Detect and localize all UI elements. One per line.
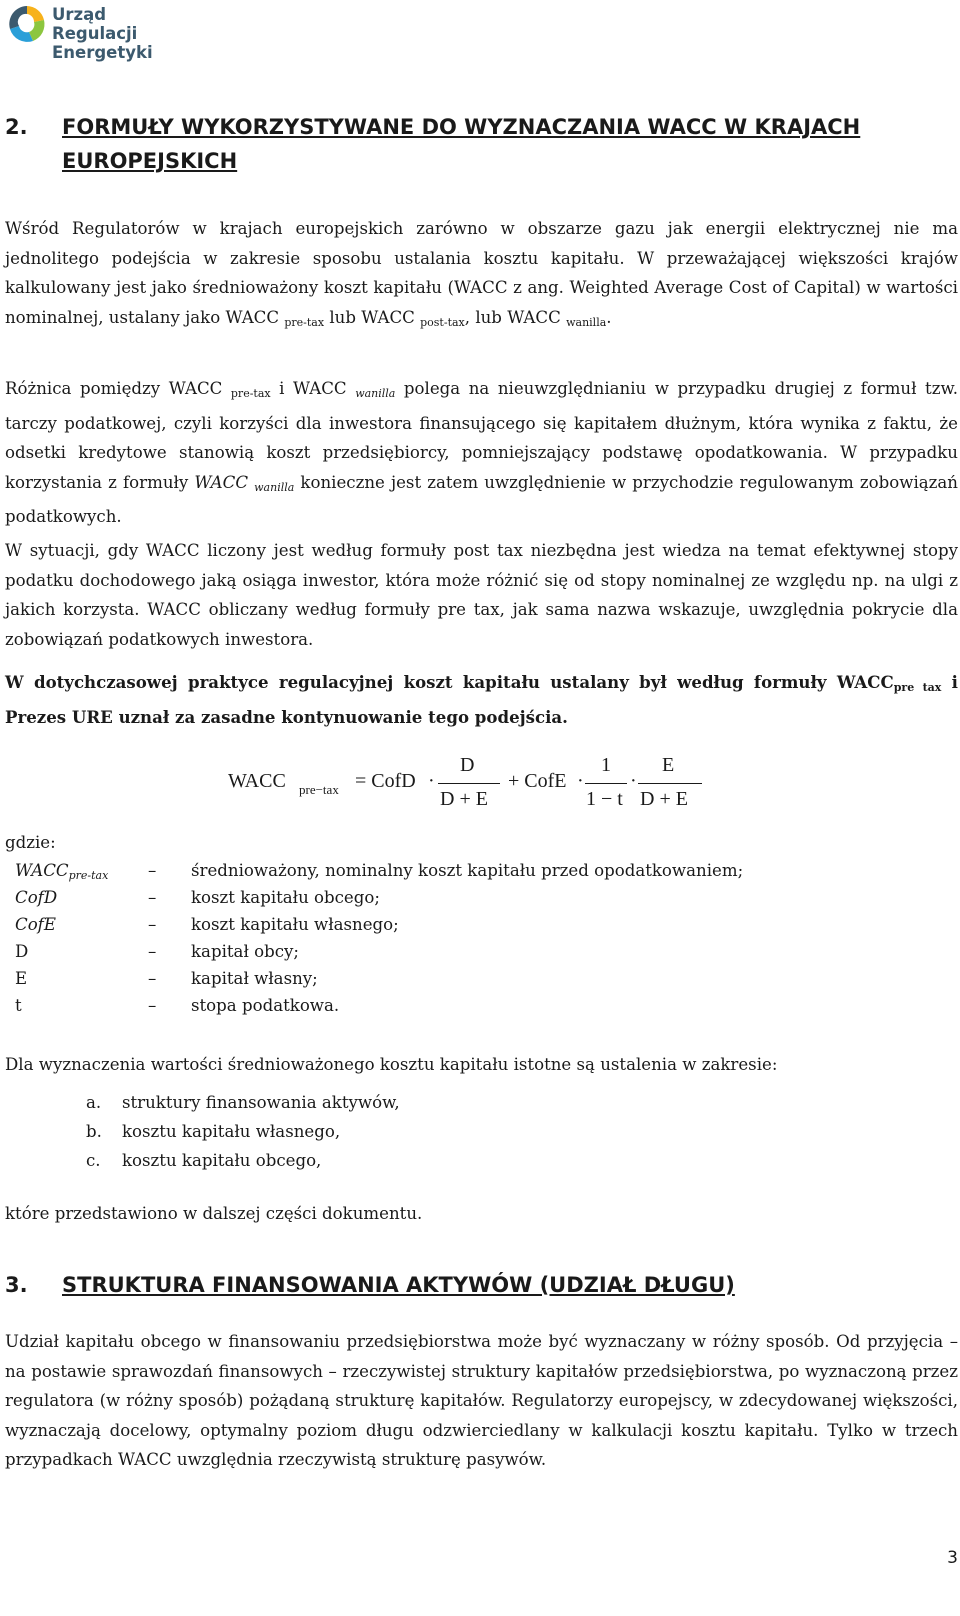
- formula-dot: ·: [428, 770, 435, 792]
- text: W dotychczasowej praktyce regulacyjnej koszt kapitału ustalany był według formuły WACC: [5, 672, 894, 692]
- definition-symbol: E: [15, 969, 28, 988]
- definition-row: [15, 861, 915, 888]
- symbol-text: WACC: [15, 861, 69, 880]
- definition-dash: –: [148, 915, 157, 934]
- paragraph-1: [5, 214, 958, 337]
- symbol-subscript: pre-tax: [68, 869, 109, 882]
- subscript: wanilla: [254, 480, 295, 494]
- list-item: [86, 1093, 400, 1112]
- ure-logo: [6, 3, 196, 62]
- text: Wśród Regulatorów w krajach europejskich zarówno w obszarze gazu jak energii elektrycznej nie ma jednolitego podejścia w zakresie sposobu ustalania kosztu kapitału. W przeważającej większości krajów kalkulowany jest jako średnioważony koszt kapitału (WACC z ang. Weighted Average Cost of Capital) w wartości nominalnej, ustalany jako WACC: [5, 219, 958, 327]
- text: polega na nieuwzględnianiu w przypadku drugiej z formuł tzw. tarczy podatkowej, czyli korzyści dla inwestora finansującego się kapitałem dłużnym, która wynika z faktu, że odsetki kredytowe stanowią koszt przedsiębiorcy, pomniejszający podstawę opodatkowania. W przypadku korzystania z formuły: [5, 379, 958, 492]
- list-text: kosztu kapitału własnego,: [122, 1122, 341, 1141]
- text: i WACC: [270, 379, 356, 398]
- paragraph-4: [5, 668, 958, 732]
- subscript: wanilla: [566, 315, 607, 329]
- text: .: [606, 307, 612, 327]
- subscript: pre-tax: [284, 315, 325, 329]
- text: konieczne jest zatem uwzględnienie w przychodzie regulowanym zobowiązań podatkowych.: [5, 472, 958, 526]
- formula-frac1-den: D + E: [440, 788, 488, 810]
- section-title-line2: EUROPEJSKICH: [62, 149, 238, 173]
- fraction-bar: [638, 783, 702, 784]
- paragraph-7: Udział kapitału obcego w finansowaniu przedsiębiorstwa może być wyznaczany w różny sposób. Od przyjęcia – na postawie sprawozdań finansowych – rzeczywistej struktury kapitałów przedsiębiorstwa, po wyznaczoną przez regulatora (w różny sposób) pożądaną strukturę kapitałów. Regulatorzy europejscy, w zdecydowanej większości, wyznaczają docelowy, optymalny poziom długu odzwierciedlany w kalkulacji kosztu kapitału. Tylko w trzech przypadkach WACC uwzględnia rzeczywistą strukturę pasywów.: [5, 1332, 958, 1469]
- section-number: 2.: [5, 115, 28, 139]
- logo-text: [52, 5, 196, 62]
- text: i Prezes URE uznał za zasadne kontynuowanie tego podejścia.: [5, 672, 958, 727]
- definition-dash: –: [148, 888, 157, 907]
- definition-row: [15, 915, 915, 942]
- section-number: 3.: [5, 1273, 28, 1297]
- definition-symbol: CofD: [15, 888, 58, 907]
- ure-logo-icon: [6, 3, 48, 45]
- definition-row: [15, 969, 915, 996]
- formula-frac2-num: 1: [601, 754, 611, 776]
- formula-frac3-num: E: [662, 754, 675, 776]
- definition-symbol: D: [15, 942, 29, 961]
- definition-row: [15, 942, 915, 969]
- fraction-bar: [585, 783, 627, 784]
- paragraph-5: Dla wyznaczenia wartości średnioważonego kosztu kapitału istotne są ustalenia w zakresie:: [5, 1055, 778, 1074]
- subscript: post-tax: [420, 315, 465, 329]
- definition-row: [15, 996, 915, 1023]
- definition-row: [15, 888, 915, 915]
- definition-dash: –: [148, 942, 157, 961]
- subscript: pre tax: [893, 681, 942, 694]
- text: , lub WACC: [464, 307, 567, 327]
- formula-frac1-num: D: [460, 754, 475, 776]
- paragraph-2: [5, 374, 958, 532]
- formula-lhs-subscript: pre−tax: [299, 782, 339, 797]
- formula-plus: + CofE: [508, 770, 567, 792]
- text: lub WACC: [324, 307, 421, 327]
- list-text: struktury finansowania aktywów,: [122, 1093, 400, 1112]
- definition-symbol: t: [15, 996, 22, 1015]
- list-text: kosztu kapitału obcego,: [122, 1151, 322, 1170]
- paragraph-6: które przedstawiono w dalszej części dokumentu.: [5, 1204, 423, 1223]
- section-3-heading: [5, 1268, 955, 1302]
- where-label: gdzie:: [5, 833, 56, 852]
- section-2-heading: [5, 110, 955, 180]
- formula-lhs: WACC: [228, 770, 286, 792]
- section-title: STRUKTURA FINANSOWANIA AKTYWÓW (UDZIAŁ DŁUGU): [62, 1273, 735, 1297]
- list-marker: a.: [86, 1093, 102, 1112]
- formula-frac2-den: 1 − t: [586, 788, 623, 810]
- definition-text: koszt kapitału obcego;: [191, 888, 380, 907]
- logo-line1: Urząd Regulacji: [52, 5, 138, 43]
- definition-text: kapitał obcy;: [191, 942, 299, 961]
- subscript: pre-tax: [230, 387, 271, 400]
- definition-text: stopa podatkowa.: [191, 996, 340, 1015]
- section-title-line1: FORMUŁY WYKORZYSTYWANE DO WYZNACZANIA WACC W KRAJACH: [62, 115, 861, 139]
- list-marker: b.: [86, 1122, 102, 1141]
- italic-text: WACC: [194, 472, 249, 492]
- definition-text: kapitał własny;: [191, 969, 318, 988]
- definition-dash: –: [148, 996, 157, 1015]
- formula-frac3-den: D + E: [640, 788, 688, 810]
- definition-symbol: CofE: [15, 915, 56, 934]
- logo-line2: Energetyki: [52, 43, 153, 62]
- definition-dash: –: [148, 969, 157, 988]
- wacc-formula: [228, 750, 748, 830]
- definition-text: średnioważony, nominalny koszt kapitału przed opodatkowaniem;: [191, 861, 744, 880]
- paragraph-3: W sytuacji, gdy WACC liczony jest według formuły post tax niezbędna jest wiedza na temat efektywnej stopy podatku dochodowego jaką osiąga inwestor, która może różnić się od stopy nominalnej ze względu np. na ulgi z jakich korzysta. WACC obliczany według formuły pre tax, jak sama nazwa wskazuje, uwzględnia pokrycie dla zobowiązań podatkowych inwestora.: [5, 541, 958, 649]
- page-number: 3: [947, 1548, 958, 1568]
- formula-dot: ·: [577, 770, 584, 792]
- formula-eq: = CofD: [355, 770, 416, 792]
- definition-symbol: [15, 861, 108, 882]
- definition-text: koszt kapitału własnego;: [191, 915, 399, 934]
- formula-dot: ·: [630, 770, 637, 792]
- list-item: [86, 1122, 341, 1141]
- subscript: wanilla: [355, 387, 396, 400]
- list-item: [86, 1151, 322, 1170]
- list-marker: c.: [86, 1151, 101, 1170]
- text: Różnica pomiędzy WACC: [5, 379, 231, 398]
- definition-dash: –: [148, 861, 157, 880]
- fraction-bar: [438, 783, 500, 784]
